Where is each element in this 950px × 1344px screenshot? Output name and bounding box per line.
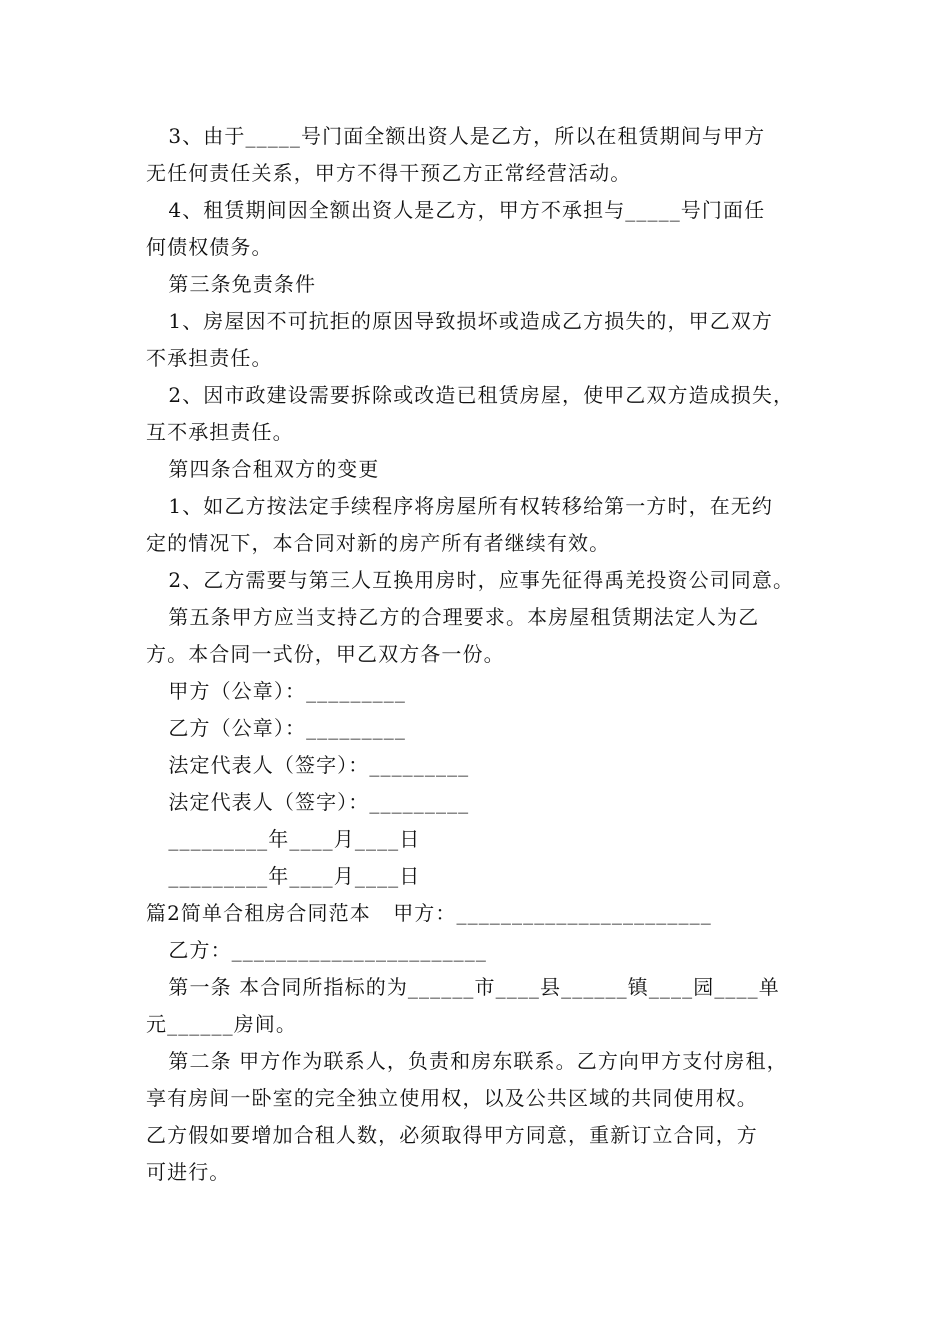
date-line-2: _________年____月____日 <box>146 864 421 888</box>
article-4-item-2: 2、乙方需要与第三人互换用房时，应事先征得禹羌投资公司同意。 <box>146 568 795 592</box>
section-2-article-2-line-3: 乙方假如要增加合租人数，必须取得甲方同意，重新订立合同，方 <box>146 1123 758 1147</box>
article-3-item-2-line-1: 2、因市政建设需要拆除或改造已租赁房屋，使甲乙双方造成损失， <box>146 383 795 407</box>
party-a-seal-line: 甲方（公章）：_________ <box>146 679 406 703</box>
section-2-article-1-line-2: 元______房间。 <box>146 1012 297 1036</box>
section-2-article-1-line-1: 第一条 本合同所指标的为______市____县______镇____园____单 <box>146 975 780 999</box>
article-3-item-2-line-2: 互不承担责任。 <box>146 420 294 444</box>
clause-4-line-1: 4、租赁期间因全额出资人是乙方，甲方不承担与_____号门面任 <box>146 198 766 222</box>
article-4-item-1-line-2: 定的情况下，本合同对新的房产所有者继续有效。 <box>146 531 611 555</box>
legal-rep-signature-line-2: 法定代表人（签字）：_________ <box>146 790 470 814</box>
article-4-heading: 第四条合租双方的变更 <box>146 457 380 481</box>
article-3-heading: 第三条免责条件 <box>146 272 317 296</box>
section-2-article-2-line-4: 可进行。 <box>146 1160 231 1184</box>
article-3-item-1-line-1: 1、房屋因不可抗拒的原因导致损坏或造成乙方损失的，甲乙双方 <box>146 309 773 333</box>
section-2-title-party-a: 篇2简单合租房合同范本 甲方：_______________________ <box>146 901 712 925</box>
party-b-line: 乙方：_______________________ <box>146 938 487 962</box>
party-b-seal-line: 乙方（公章）：_________ <box>146 716 406 740</box>
clause-4-line-2: 何债权债务。 <box>146 235 273 259</box>
article-4-item-1-line-1: 1、如乙方按法定手续程序将房屋所有权转移给第一方时，在无约 <box>146 494 773 518</box>
section-2-article-2-line-2: 享有房间一卧室的完全独立使用权，以及公共区域的共同使用权。 <box>146 1086 758 1110</box>
date-line-1: _________年____月____日 <box>146 827 421 851</box>
section-2-article-2-line-1: 第二条 甲方作为联系人，负责和房东联系。乙方向甲方支付房租， <box>146 1049 788 1073</box>
clause-3-line-1: 3、由于_____号门面全额出资人是乙方，所以在租赁期间与甲方 <box>146 124 766 148</box>
article-3-item-1-line-2: 不承担责任。 <box>146 346 273 370</box>
article-5-line-2: 方。本合同一式份，甲乙双方各一份。 <box>146 642 505 666</box>
clause-3-line-2: 无任何责任关系，甲方不得干预乙方正常经营活动。 <box>146 161 632 185</box>
legal-rep-signature-line-1: 法定代表人（签字）：_________ <box>146 753 470 777</box>
article-5-line-1: 第五条甲方应当支持乙方的合理要求。本房屋租赁期法定人为乙 <box>146 605 760 629</box>
